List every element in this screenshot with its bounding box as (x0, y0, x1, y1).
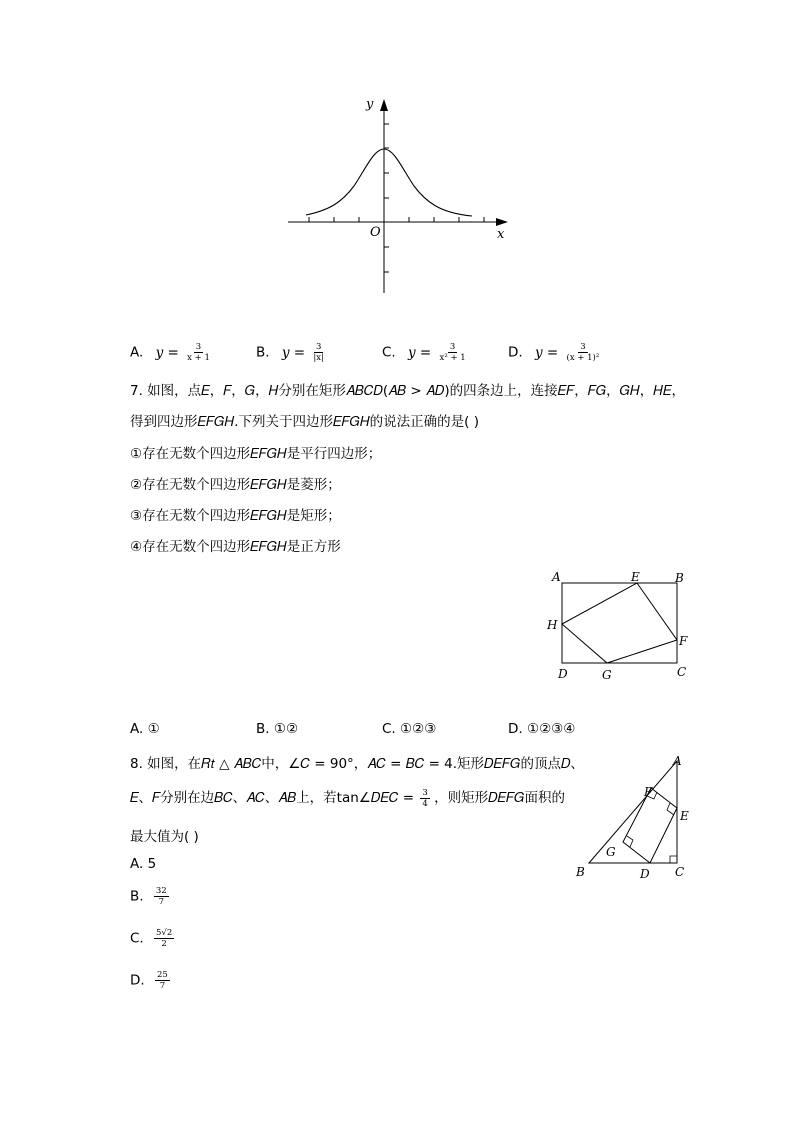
fraction-numerator: 32 (155, 886, 167, 896)
fraction-numerator: 3 (195, 342, 202, 352)
option-lhs: y = (155, 344, 179, 361)
q7-stem-line2: 得到四边形𝐸𝐹𝐺𝐻.下列关于四边形𝐸𝐹𝐺𝐻的说法正确的是( ) (130, 414, 480, 430)
q7-option-a[interactable]: A. ① (130, 721, 160, 737)
label-e: E (631, 570, 640, 584)
label-b: B (675, 571, 684, 585)
rectangle-abcd (562, 583, 677, 663)
label-g: G (602, 668, 612, 682)
quadrilateral-efgh (562, 583, 677, 663)
fraction-numerator: 25 (156, 970, 168, 980)
option-letter: D. (130, 972, 145, 989)
q6-option-d[interactable] (508, 342, 601, 363)
y-ticks (384, 124, 389, 272)
fraction-denominator: 4 (422, 798, 428, 809)
x-axis-label: x (497, 227, 505, 242)
bell-curve (306, 149, 472, 216)
q7-statement-4: ④存在无数个四边形𝐸𝐹𝐺𝐻是正方形 (130, 539, 341, 555)
option-fraction (155, 970, 170, 991)
q7-statement-3: ③存在无数个四边形𝐸𝐹𝐺𝐻是矩形； (130, 508, 341, 524)
option-letter: B. (130, 888, 144, 905)
q8-stem-line2-part1: 𝐸、𝐹分别在边𝐵𝐶、𝐴𝐶、𝐴𝐵上，若tan∠𝐷𝐸𝐶 = (130, 790, 415, 806)
option-fraction (311, 342, 326, 363)
label-f: F (644, 785, 653, 799)
option-fraction (154, 928, 174, 949)
option-letter: A. (130, 344, 144, 361)
option-fraction (185, 342, 212, 363)
q8-stem-line2-part2: ，则矩形𝐷𝐸𝐹𝐺面积的 (434, 790, 565, 806)
rectangle-figure (540, 568, 700, 688)
option-fraction (438, 342, 468, 363)
label-b: B (576, 865, 585, 879)
q8-stem-line3: 最大值为( ) (130, 829, 199, 845)
triangle-abc (589, 761, 677, 863)
fraction-numerator: 3 (580, 342, 586, 352)
label-c: C (675, 865, 685, 879)
option-lhs: y = (408, 344, 432, 361)
option-letter: C. (130, 930, 144, 947)
label-d: D (558, 667, 568, 681)
option-fraction (154, 886, 169, 907)
fraction-denominator: x² + 1 (439, 353, 466, 363)
option-lhs: y = (281, 344, 306, 361)
option-letter: D. (508, 344, 523, 361)
fraction-denominator: 2 (161, 939, 167, 949)
y-axis-arrow (380, 99, 388, 111)
rectangle-defg (623, 788, 677, 863)
label-d: D (640, 867, 650, 881)
triangle-figure (566, 750, 706, 885)
q6-option-b[interactable] (256, 342, 326, 363)
q8-option-b[interactable] (130, 886, 169, 907)
fraction-numerator: 3 (422, 787, 428, 798)
fraction-denominator: 7 (159, 981, 166, 991)
label-h: H (547, 618, 558, 632)
label-e: E (680, 809, 689, 823)
q7-statement-1: ①存在无数个四边形𝐸𝐹𝐺𝐻是平行四边形； (130, 446, 382, 462)
fraction-numerator: 5√2 (156, 928, 173, 938)
q7-option-b[interactable]: B. ①② (256, 721, 299, 737)
fraction-numerator: 3 (449, 342, 456, 352)
x-axis-arrow (496, 218, 508, 226)
q8-option-c[interactable] (130, 928, 174, 949)
option-lhs: y = (534, 344, 559, 361)
q8-option-a[interactable]: A. 5 (130, 856, 157, 872)
q8-option-d[interactable] (130, 970, 170, 991)
q6-option-c[interactable] (382, 342, 468, 363)
y-axis-label: y (366, 97, 374, 112)
label-a: A (552, 570, 561, 584)
option-fraction (565, 342, 602, 363)
label-c: C (677, 665, 687, 679)
q7-option-d[interactable]: D. ①②③④ (508, 721, 576, 737)
q7-option-c[interactable]: C. ①②③ (382, 721, 437, 737)
q7-statement-2: ②存在无数个四边形𝐸𝐹𝐺𝐻是菱形； (130, 477, 341, 493)
option-letter: C. (382, 344, 396, 361)
fraction-denominator: |x| (313, 353, 324, 363)
label-g: G (606, 845, 616, 859)
tan-fraction (420, 788, 429, 809)
label-f: F (679, 634, 688, 648)
label-a: A (673, 754, 682, 768)
q7-stem-line1: 7. 如图，点𝐸，𝐹，𝐺，𝐻分别在矩形𝐴𝐵𝐶𝐷(𝐴𝐵 > 𝐴𝐷)的四条边上，连接𝐸𝐹，𝐹𝐺，𝐺𝐻，𝐻𝐸， (130, 383, 685, 399)
function-graph (280, 90, 520, 300)
fraction-denominator: x + 1 (187, 353, 210, 363)
x-ticks (309, 217, 484, 222)
q8-stem-line1: 8. 如图，在𝑅𝑡 △ 𝐴𝐵𝐶中，∠𝐶 = 90°，𝐴𝐶 = 𝐵𝐶 = 4.矩形𝐷𝐸𝐹𝐺的顶点𝐷、 (130, 756, 584, 772)
fraction-denominator: (x + 1)² (566, 353, 600, 363)
origin-label: O (370, 225, 381, 240)
q6-option-a[interactable] (130, 342, 212, 363)
fraction-denominator: 7 (158, 897, 164, 907)
right-angle-mark-c (670, 856, 677, 863)
q8-stem-line2 (130, 786, 565, 809)
fraction-numerator: 3 (315, 342, 322, 352)
option-letter: B. (256, 344, 270, 361)
